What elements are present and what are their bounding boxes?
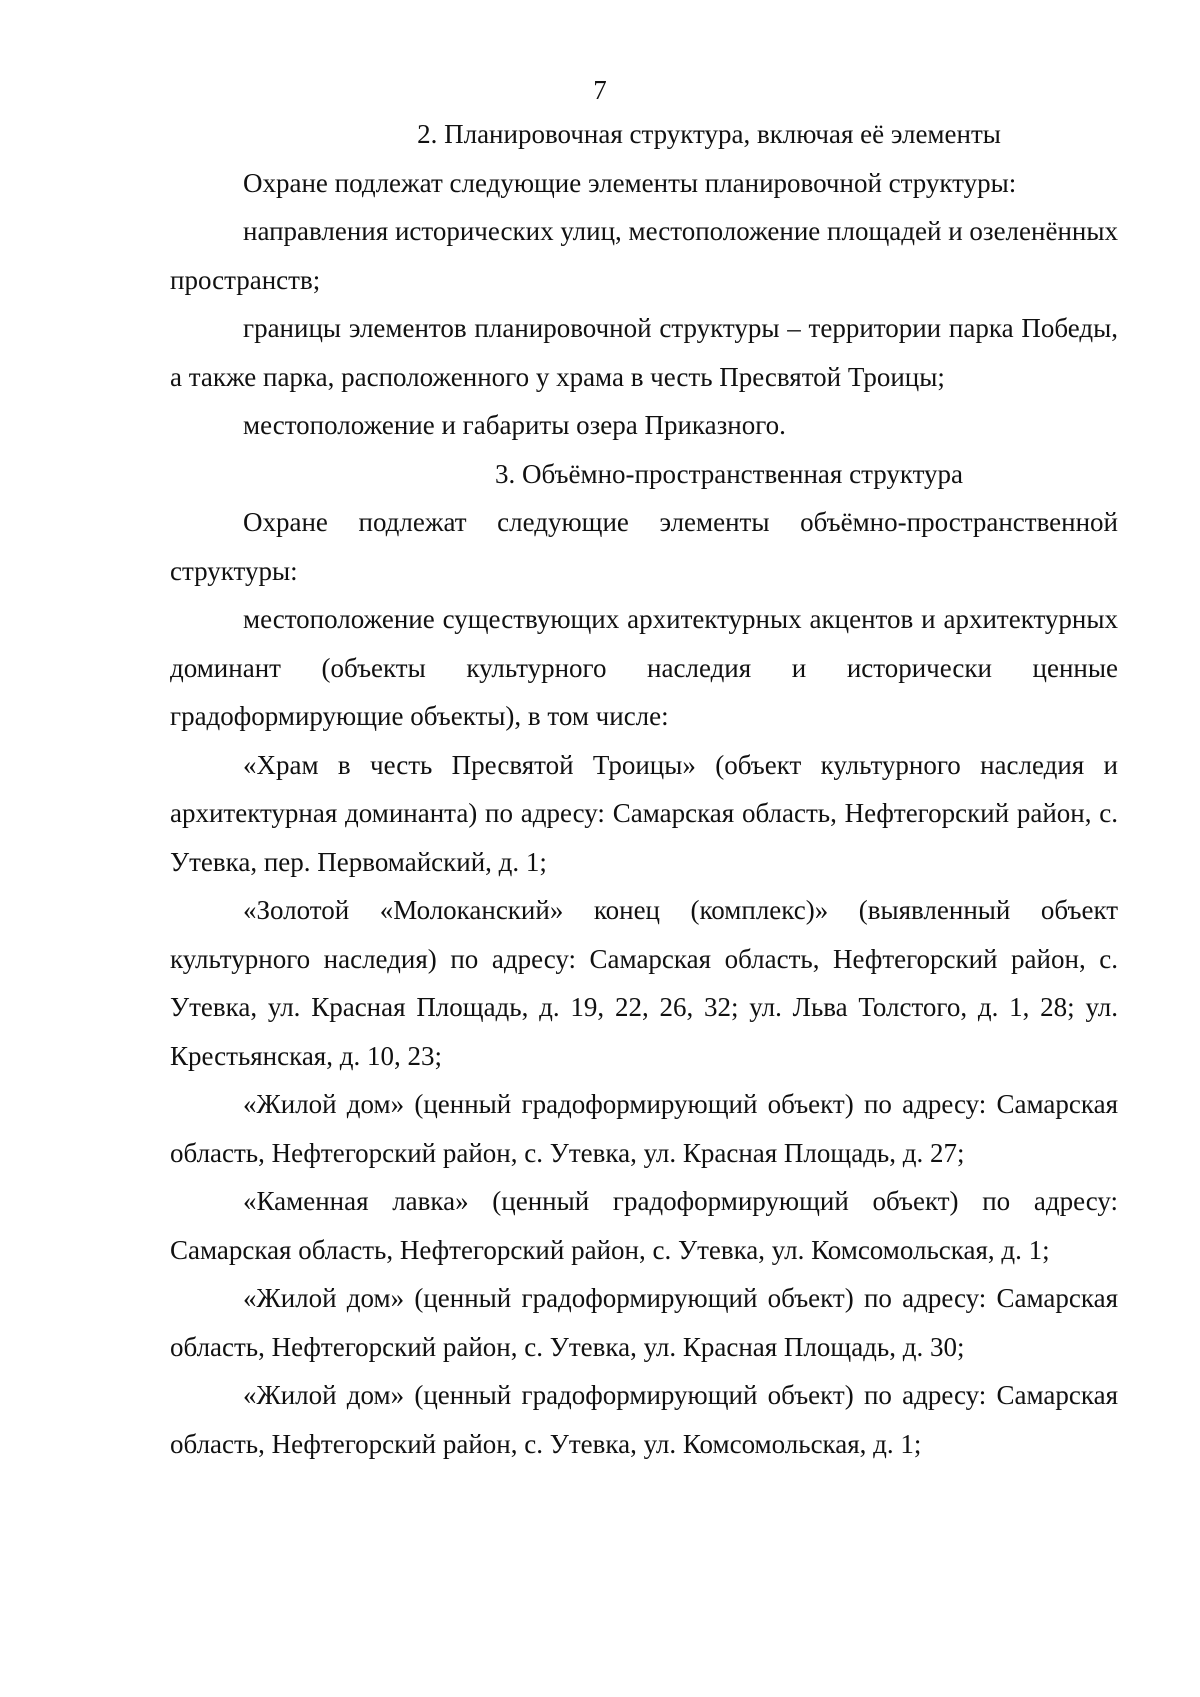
section-2-paragraph: Охране подлежат следующие элементы планировочной структуры:	[243, 167, 1017, 198]
section-3-paragraph: «Жилой дом» (ценный градоформирующий объект) по адресу: Самарская область, Нефтегорский район, с. Утевка, ул. Красная Площадь, д. 30;	[170, 1283, 1118, 1362]
section-3-paragraph: «Каменная лавка» (ценный градоформирующий объект) по адресу: Самарская область, Нефтегорский район, с. Утевка, ул. Комсомольская, д. 1;	[170, 1186, 1118, 1265]
section-2-heading: 2. Планировочная структура, включая её элементы	[417, 119, 1001, 149]
section-3-paragraph: местоположение существующих архитектурных акцентов и архитектурных доминант (объекты культурного наследия и исторически ценные градоформирующие объекты), в том числе:	[170, 604, 1118, 731]
section-2-paragraph: местоположение и габариты озера Приказного.	[243, 410, 786, 440]
section-3-paragraph: «Жилой дом» (ценный градоформирующий объект) по адресу: Самарская область, Нефтегорский район, с. Утевка, ул. Красная Площадь, д. 27;	[170, 1089, 1118, 1168]
section-3-heading: 3. Объёмно-пространственная структура	[494, 458, 964, 489]
section-3-paragraph: «Золотой «Молоканский» конец (комплекс)» (выявленный объект культурного наследия) по адресу: Самарская область, Нефтегорский район, с. Утевка, ул. Красная Площадь, д. 19, 22, 26, 32; ул. Льва Толстого, д. 1, 28; ул. Крестьянская, д. 10, 23;	[170, 895, 1118, 1071]
section-2-paragraph: направления исторических улиц, местоположение площадей и озеленённых пространств;	[170, 216, 1118, 295]
section-3-paragraph: «Храм в честь Пресвятой Троицы» (объект культурного наследия и архитектурная доминанта) по адресу: Самарская область, Нефтегорский район, с. Утевка, пер. Первомайский, д. 1;	[170, 749, 1118, 877]
document-body	[170, 110, 1118, 1468]
section-3-paragraph: «Жилой дом» (ценный градоформирующий объект) по адресу: Самарская область, Нефтегорский район, с. Утевка, ул. Комсомольская, д. 1;	[170, 1380, 1118, 1459]
section-2-paragraph: границы элементов планировочной структуры – территории парка Победы, а также парка, расположенного у храма в честь Пресвятой Троицы;	[170, 313, 1118, 392]
section-3-paragraph: Охране подлежат следующие элементы объёмно-пространственной структуры:	[170, 507, 1118, 586]
page-number: 7	[593, 75, 607, 105]
